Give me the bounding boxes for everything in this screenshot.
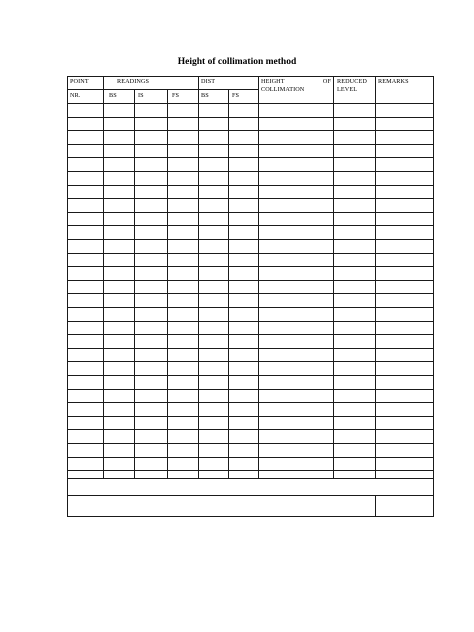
table-rows-bottom bbox=[67, 478, 434, 479]
subheader-is: IS bbox=[138, 92, 144, 99]
table-row-line bbox=[67, 239, 434, 240]
header-collimation: COLLIMATION bbox=[261, 86, 305, 93]
table-row-line bbox=[67, 130, 434, 131]
table-border-right bbox=[433, 76, 434, 517]
table-row-line bbox=[67, 402, 434, 403]
table-row-line bbox=[67, 334, 434, 335]
table-border-top bbox=[67, 76, 434, 77]
table-border-left bbox=[67, 76, 68, 517]
table-row-line bbox=[67, 117, 434, 118]
table-row-line bbox=[67, 348, 434, 349]
subheader-bs: BS bbox=[109, 92, 117, 99]
table-column-line bbox=[333, 76, 334, 479]
subheader-nr: NR. bbox=[70, 92, 81, 99]
header-reduced: REDUCED bbox=[337, 78, 367, 85]
subheader-dist-fs: FS bbox=[232, 92, 240, 99]
table-row-line bbox=[67, 416, 434, 417]
table-row-line bbox=[67, 470, 434, 471]
table-row-line bbox=[67, 293, 434, 294]
table-row-line bbox=[67, 171, 434, 172]
table-row-line bbox=[67, 389, 434, 390]
table-row-line bbox=[67, 280, 434, 281]
header-readings: READINGS bbox=[117, 78, 150, 85]
header-dist: DIST bbox=[201, 78, 216, 85]
table-row-line bbox=[67, 266, 434, 267]
table-column-line bbox=[167, 89, 168, 479]
header-height-word: HEIGHT bbox=[261, 78, 285, 85]
table-row-line bbox=[67, 307, 434, 308]
header-bottom-line bbox=[67, 103, 434, 104]
table-row-line bbox=[67, 321, 434, 322]
header-height-line1 bbox=[261, 78, 331, 85]
subheader-dist-bs: BS bbox=[201, 92, 209, 99]
table-row-line bbox=[67, 157, 434, 158]
table-row-line bbox=[67, 443, 434, 444]
table-row-line bbox=[67, 225, 434, 226]
table-border-bottom bbox=[67, 516, 434, 517]
subheader-fs: FS bbox=[172, 92, 180, 99]
header-level: LEVEL bbox=[337, 86, 358, 93]
header-of-word: OF bbox=[322, 78, 331, 85]
table-row-line bbox=[67, 457, 434, 458]
table-column-line bbox=[375, 76, 376, 479]
header-point: POINT bbox=[70, 78, 89, 85]
table-row-line bbox=[67, 429, 434, 430]
table-column-line bbox=[134, 89, 135, 479]
summary-divider bbox=[67, 495, 434, 496]
table-row-line bbox=[67, 185, 434, 186]
table-row-line bbox=[67, 361, 434, 362]
table-row-line bbox=[67, 212, 434, 213]
table-column-line bbox=[258, 76, 259, 479]
header-subdivider bbox=[67, 89, 259, 90]
summary-column-line bbox=[375, 495, 376, 517]
table-row-line bbox=[67, 253, 434, 254]
table-row-line bbox=[67, 375, 434, 376]
levelling-table bbox=[67, 76, 434, 517]
table-column-line bbox=[228, 89, 229, 479]
table-column-line bbox=[103, 76, 104, 479]
header-remarks: REMARKS bbox=[378, 78, 409, 85]
table-column-line bbox=[198, 76, 199, 479]
table-row-line bbox=[67, 198, 434, 199]
page-title: Height of collimation method bbox=[177, 57, 297, 67]
table-row-line bbox=[67, 144, 434, 145]
